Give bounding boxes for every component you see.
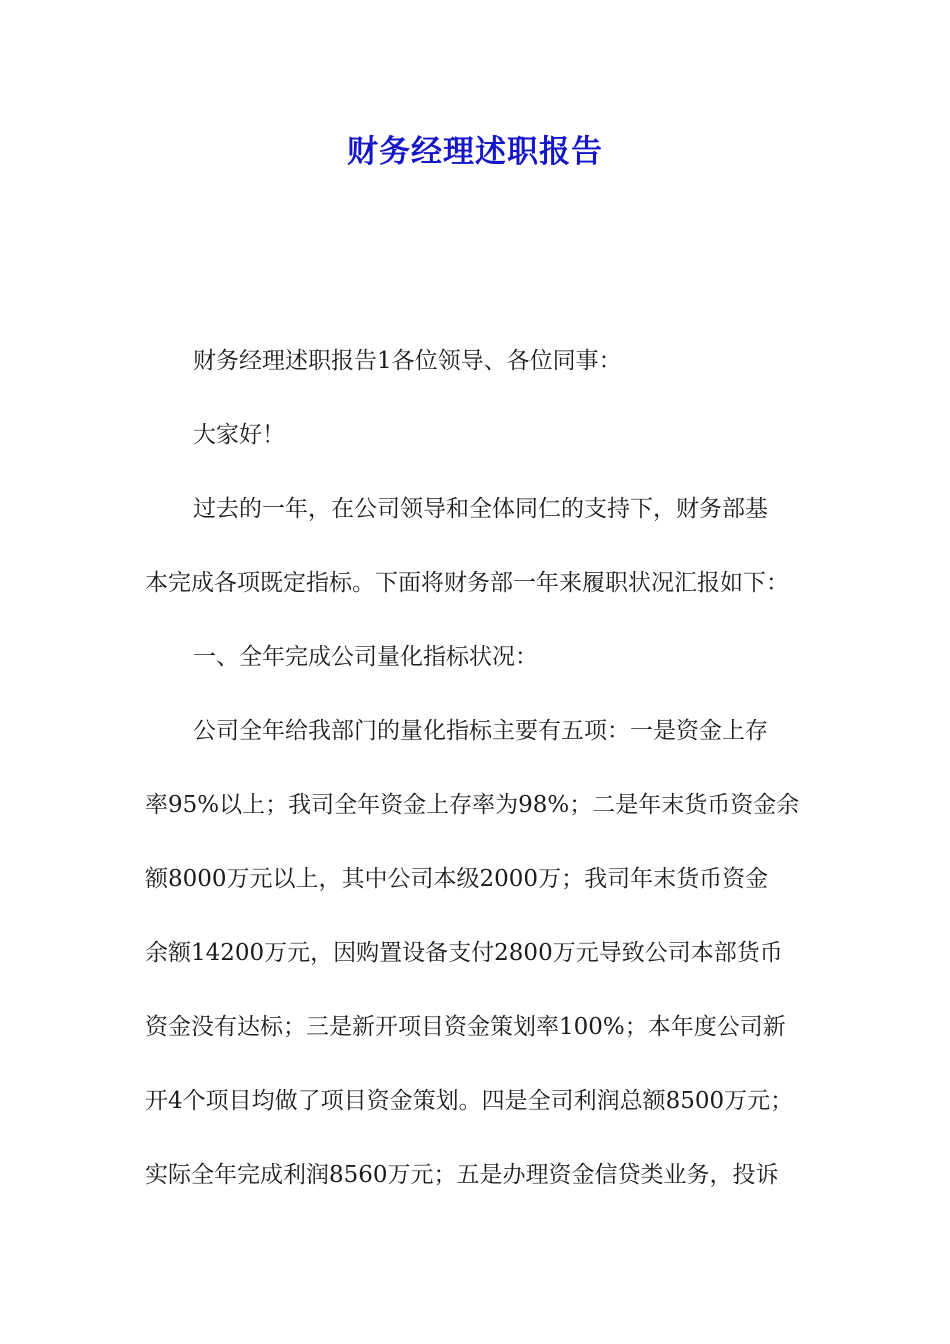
paragraph-line: 率95%以上；我司全年资金上存率为98%；二是年末货币资金余 <box>145 792 800 818</box>
paragraph-line: 公司全年给我部门的量化指标主要有五项：一是资金上存 <box>193 718 768 744</box>
document-body <box>145 336 825 1224</box>
salutation-line: 财务经理述职报告1各位领导、各位同事： <box>193 348 622 374</box>
paragraph-line: 额8000万元以上，其中公司本级2000万；我司年末货币资金 <box>145 866 769 892</box>
greeting-line: 大家好！ <box>193 422 285 448</box>
paragraph-line: 本完成各项既定指标。下面将财务部一年来履职状况汇报如下： <box>145 570 789 596</box>
paragraph-line: 过去的一年，在公司领导和全体同仁的支持下，财务部基 <box>193 496 768 522</box>
section-heading: 一、全年完成公司量化指标状况： <box>193 644 538 670</box>
paragraph-line: 余额14200万元，因购置设备支付2800万元导致公司本部货币 <box>145 940 783 966</box>
paragraph-line: 实际全年完成利润8560万元；五是办理资金信贷类业务，投诉 <box>145 1162 779 1188</box>
document-title: 财务经理述职报告 <box>347 134 603 170</box>
paragraph-line: 开4个项目均做了项目资金策划。四是全司利润总额8500万元； <box>145 1088 794 1114</box>
paragraph-line: 资金没有达标；三是新开项目资金策划率100%；本年度公司新 <box>145 1014 786 1040</box>
